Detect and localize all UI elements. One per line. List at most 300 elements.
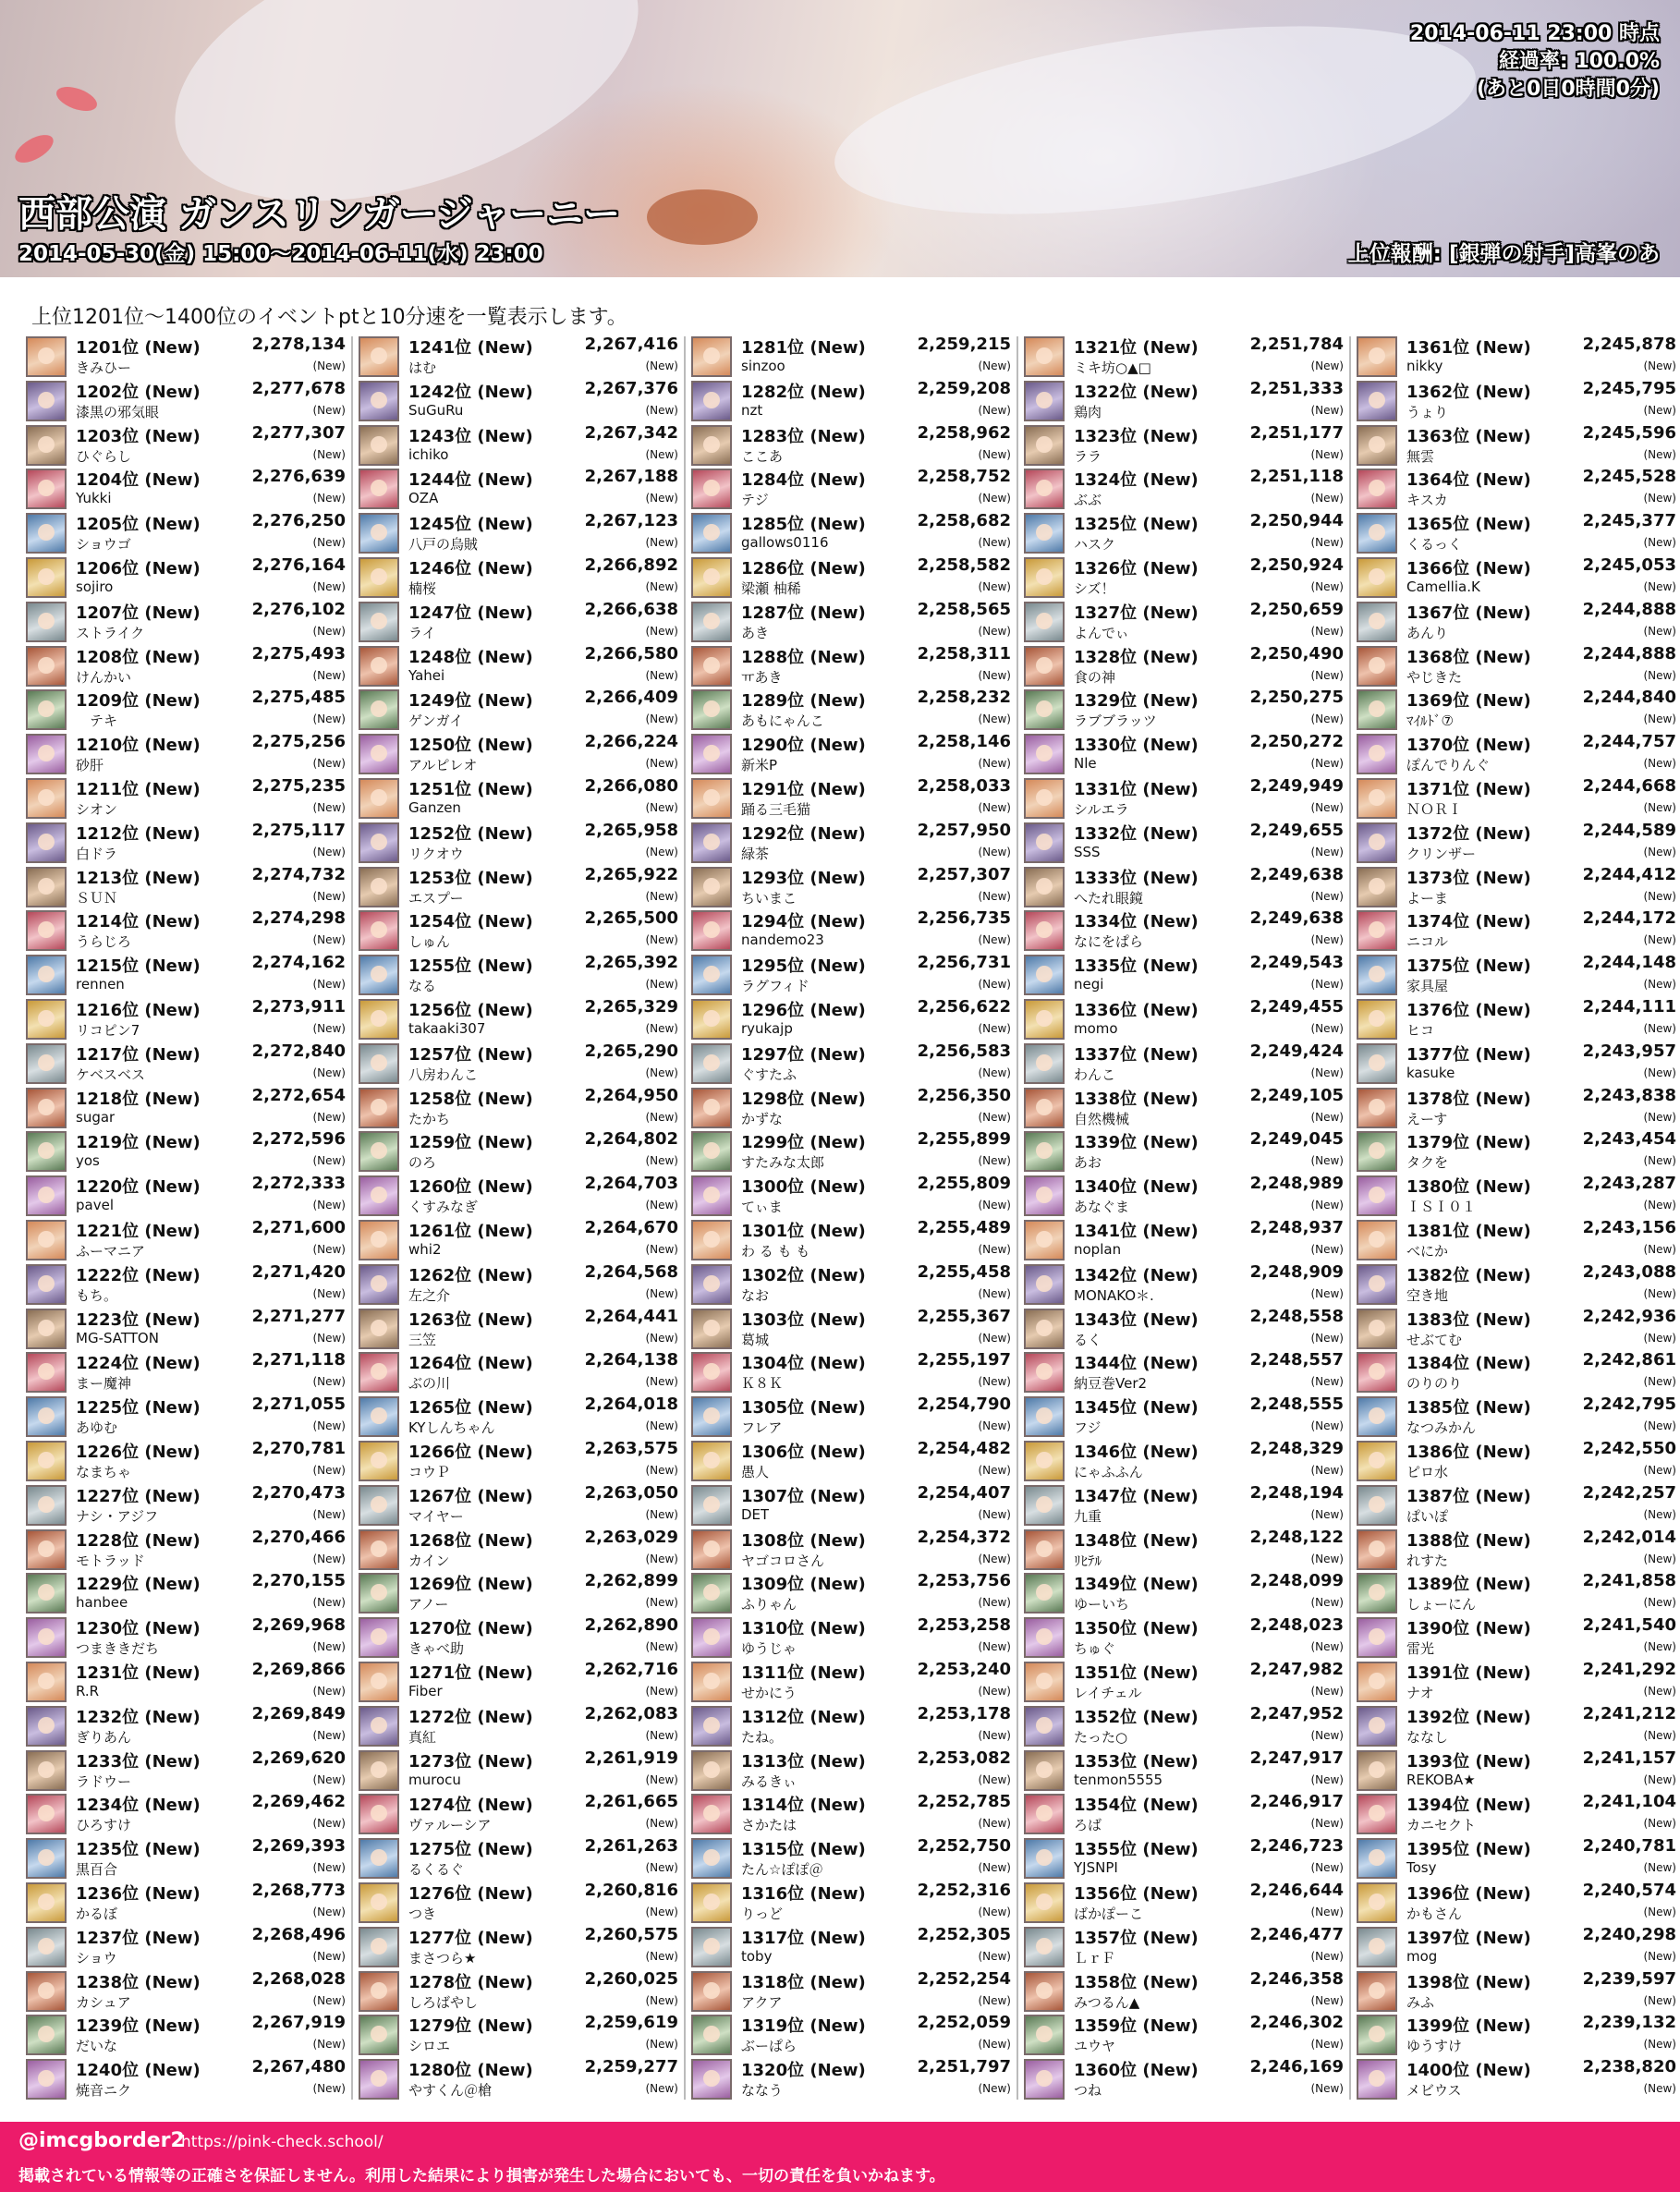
- ranking-row: [1024, 1615, 1344, 1660]
- rank-label: 1366位 (New): [1406, 559, 1531, 578]
- idol-avatar: [1024, 999, 1065, 1040]
- rank-label: 1203位 (New): [76, 426, 201, 446]
- producer-name: もち。: [76, 1286, 118, 1304]
- idol-avatar: [1024, 1352, 1065, 1393]
- speed-label: (New): [312, 1507, 346, 1521]
- producer-name: 愚人: [741, 1464, 770, 1480]
- speed-label: (New): [1310, 580, 1344, 593]
- producer-name: よんでぃ: [1074, 624, 1129, 641]
- rank-label: 1343位 (New): [1074, 1309, 1199, 1330]
- ranking-row: [1357, 1925, 1676, 1969]
- rank-label: 1255位 (New): [408, 956, 533, 977]
- speed-label: (New): [1643, 1993, 1676, 2007]
- rank-label: 1351位 (New): [1074, 1663, 1199, 1683]
- producer-name: かるぼ: [76, 1906, 118, 1922]
- rank-label: 1396位 (New): [1406, 1884, 1531, 1904]
- idol-avatar: [1024, 1927, 1065, 1967]
- rank-label: 1218位 (New): [76, 1089, 201, 1109]
- event-points: 2,259,208: [917, 378, 1011, 398]
- idol-avatar: [691, 1927, 732, 1967]
- idol-avatar: [691, 513, 732, 554]
- idol-avatar: [1357, 1617, 1397, 1658]
- rank-label: 1388位 (New): [1406, 1530, 1531, 1551]
- producer-name: やじきた: [1406, 668, 1463, 686]
- rank-label: 1319位 (New): [741, 2016, 866, 2037]
- producer-name: コウＰ: [408, 1464, 451, 1480]
- speed-label: (New): [1643, 757, 1676, 771]
- rank-label: 1245位 (New): [408, 515, 533, 535]
- ranking-row: [691, 865, 1011, 909]
- event-points: 2,248,194: [1249, 1482, 1344, 1503]
- producer-name: つき: [408, 1906, 437, 1922]
- idol-avatar: [691, 867, 732, 907]
- idol-avatar: [1357, 1309, 1397, 1349]
- rank-label: 1365位 (New): [1406, 515, 1531, 535]
- producer-name: アクア: [741, 1993, 783, 2011]
- ranking-row: [691, 1925, 1011, 1969]
- rank-label: 1208位 (New): [76, 647, 201, 667]
- idol-avatar: [691, 1396, 732, 1437]
- ranking-row: [1024, 1041, 1344, 1086]
- event-points: 2,250,924: [1249, 555, 1344, 575]
- rank-label: 1309位 (New): [741, 1575, 866, 1595]
- speed-label: (New): [1310, 536, 1344, 550]
- producer-name: モトラッド: [76, 1552, 145, 1569]
- event-points: 2,256,350: [917, 1085, 1011, 1105]
- rank-label: 1302位 (New): [741, 1265, 866, 1285]
- rank-label: 1392位 (New): [1406, 1707, 1531, 1727]
- rank-label: 1287位 (New): [741, 603, 866, 623]
- idol-avatar: [26, 557, 67, 598]
- idol-avatar: [26, 1220, 67, 1260]
- speed-label: (New): [978, 1243, 1011, 1256]
- producer-name: OZA: [408, 490, 439, 507]
- speed-label: (New): [312, 1861, 346, 1875]
- idol-avatar: [691, 1175, 732, 1216]
- ranking-row: [26, 1969, 346, 2014]
- producer-name: アノー: [408, 1596, 449, 1614]
- ranking-row: [359, 2013, 678, 2057]
- ranking-row: [359, 1041, 678, 1086]
- ranking-row: [1024, 511, 1344, 555]
- producer-name: ラグフィド: [741, 978, 810, 995]
- rank-label: 1284位 (New): [741, 470, 866, 491]
- idol-avatar: [691, 336, 732, 377]
- event-points: 2,240,574: [1582, 1881, 1676, 1900]
- event-points: 2,255,809: [917, 1174, 1011, 1194]
- rank-label: 1279位 (New): [408, 2016, 533, 2037]
- idol-avatar: [1024, 1750, 1065, 1791]
- ranking-row: [1024, 1394, 1344, 1439]
- rank-label: 1299位 (New): [741, 1133, 866, 1153]
- producer-name: 左之介: [408, 1286, 451, 1304]
- event-points: 2,239,132: [1582, 2013, 1676, 2033]
- rank-label: 1395位 (New): [1406, 1840, 1531, 1860]
- idol-avatar: [359, 1662, 399, 1702]
- ranking-row: [1357, 1748, 1676, 1793]
- speed-label: (New): [1310, 1552, 1344, 1565]
- idol-avatar: [26, 1617, 67, 1658]
- event-points: 2,243,454: [1582, 1129, 1676, 1150]
- rank-label: 1349位 (New): [1074, 1575, 1199, 1595]
- producer-name: whi2: [408, 1241, 442, 1258]
- producer-name: くるっく: [1406, 536, 1463, 554]
- ranking-row: [26, 511, 346, 555]
- event-points: 2,268,773: [251, 1881, 346, 1900]
- rank-label: 1280位 (New): [408, 2061, 533, 2081]
- rank-label: 1394位 (New): [1406, 1796, 1531, 1816]
- rank-label: 1257位 (New): [408, 1044, 533, 1065]
- twitter-handle-link[interactable]: @imcgborder2: [18, 2129, 185, 2152]
- ranking-row: [359, 1615, 678, 1660]
- rank-label: 1216位 (New): [76, 1001, 201, 1020]
- speed-label: (New): [645, 1552, 678, 1565]
- ranking-row: [26, 1086, 346, 1130]
- event-points: 2,246,302: [1249, 2013, 1344, 2033]
- idol-avatar: [359, 822, 399, 863]
- ranking-row: [1357, 511, 1676, 555]
- rank-label: 1355位 (New): [1074, 1840, 1199, 1860]
- speed-label: (New): [1310, 801, 1344, 814]
- producer-name: アルピレオ: [408, 757, 478, 774]
- idol-avatar: [1357, 778, 1397, 819]
- producer-name: ㅠあき: [741, 668, 783, 686]
- event-points: 2,270,781: [251, 1439, 346, 1458]
- rank-label: 1289位 (New): [741, 691, 866, 712]
- ranking-column: [1024, 335, 1344, 2101]
- rank-label: 1240位 (New): [76, 2061, 201, 2081]
- idol-avatar: [359, 689, 399, 730]
- producer-name: レイチェル: [1074, 1685, 1142, 1701]
- rank-label: 1363位 (New): [1406, 426, 1531, 446]
- rank-label: 1223位 (New): [76, 1309, 201, 1330]
- producer-name: 無雲: [1406, 447, 1435, 465]
- event-points: 2,258,752: [917, 467, 1011, 487]
- producer-name: たね。: [741, 1728, 784, 1746]
- event-points: 2,256,622: [917, 997, 1011, 1017]
- speed-label: (New): [312, 1640, 346, 1654]
- producer-name: nzt: [741, 401, 763, 419]
- speed-label: (New): [645, 492, 678, 505]
- speed-label: (New): [978, 447, 1011, 461]
- idol-avatar: [359, 1617, 399, 1658]
- idol-avatar: [359, 1175, 399, 1216]
- producer-name: Fiber: [408, 1683, 443, 1699]
- ranking-row: [691, 953, 1011, 997]
- rank-label: 1323位 (New): [1074, 426, 1199, 446]
- speed-label: (New): [312, 403, 346, 417]
- ranking-row: [1357, 732, 1676, 776]
- speed-label: (New): [1643, 1596, 1676, 1610]
- ranking-row: [359, 511, 678, 555]
- speed-label: (New): [978, 1552, 1011, 1565]
- producer-name: yos: [76, 1152, 100, 1170]
- speed-label: (New): [645, 1199, 678, 1212]
- idol-avatar: [26, 1396, 67, 1437]
- producer-name: フジ: [1074, 1419, 1102, 1437]
- rank-label: 1270位 (New): [408, 1619, 533, 1639]
- ranking-row: [26, 1704, 346, 1748]
- event-points: 2,240,781: [1582, 1836, 1676, 1857]
- site-link[interactable]: https://pink-check.school/: [181, 2133, 383, 2151]
- idol-avatar: [359, 1573, 399, 1614]
- event-points: 2,267,919: [251, 2013, 346, 2033]
- event-points: 2,271,420: [251, 1261, 346, 1282]
- speed-label: (New): [978, 359, 1011, 372]
- speed-label: (New): [645, 1375, 678, 1389]
- speed-label: (New): [978, 712, 1011, 726]
- event-points: 2,249,045: [1249, 1129, 1344, 1150]
- speed-label: (New): [312, 1286, 346, 1300]
- idol-avatar: [1024, 867, 1065, 907]
- speed-label: (New): [645, 1507, 678, 1521]
- rank-label: 1235位 (New): [76, 1840, 201, 1860]
- idol-avatar: [691, 1485, 732, 1526]
- producer-name: ナオ: [1406, 1685, 1434, 1701]
- idol-avatar: [1357, 1352, 1397, 1393]
- ranking-row: [359, 1704, 678, 1748]
- ranking-row: [26, 1262, 346, 1307]
- idol-avatar: [1357, 1264, 1397, 1305]
- ranking-row: [691, 2013, 1011, 2057]
- idol-avatar: [26, 381, 67, 421]
- event-points: 2,248,989: [1249, 1174, 1344, 1194]
- event-points: 2,272,840: [251, 1041, 346, 1061]
- idol-avatar: [1357, 1396, 1397, 1437]
- rank-label: 1268位 (New): [408, 1530, 533, 1551]
- rank-label: 1271位 (New): [408, 1663, 533, 1683]
- speed-label: (New): [645, 1331, 678, 1345]
- idol-avatar: [691, 425, 732, 466]
- producer-name: 梁瀬 柚稀: [741, 580, 801, 597]
- rank-label: 1300位 (New): [741, 1177, 866, 1198]
- event-points: 2,239,597: [1582, 1968, 1676, 1989]
- speed-label: (New): [1310, 624, 1344, 638]
- event-points: 2,261,263: [584, 1836, 678, 1857]
- idol-avatar: [359, 469, 399, 509]
- producer-name: DET: [741, 1505, 770, 1523]
- idol-avatar: [691, 1309, 732, 1349]
- producer-name: クリンザー: [1406, 845, 1477, 862]
- event-points: 2,269,968: [251, 1615, 346, 1636]
- event-points: 2,254,482: [917, 1439, 1011, 1458]
- speed-label: (New): [312, 1464, 346, 1477]
- rank-label: 1274位 (New): [408, 1796, 533, 1816]
- idol-avatar: [1024, 2059, 1065, 2100]
- producer-name: ヒコ: [1406, 1022, 1435, 1039]
- idol-avatar: [691, 1706, 732, 1747]
- event-points: 2,254,372: [917, 1527, 1011, 1547]
- rank-label: 1382位 (New): [1406, 1265, 1531, 1285]
- event-points: 2,248,558: [1249, 1306, 1344, 1326]
- event-points: 2,265,329: [584, 997, 678, 1017]
- idol-avatar: [691, 1264, 732, 1305]
- rank-label: 1204位 (New): [76, 470, 201, 491]
- rank-label: 1247位 (New): [408, 603, 533, 623]
- producer-name: せぶてむ: [1406, 1331, 1463, 1348]
- idol-avatar: [691, 1882, 732, 1923]
- event-points: 2,248,557: [1249, 1350, 1344, 1370]
- rank-label: 1296位 (New): [741, 1001, 866, 1020]
- ranking-column: [691, 335, 1011, 2101]
- event-points: 2,267,376: [584, 378, 678, 398]
- rank-label: 1322位 (New): [1074, 382, 1199, 402]
- idol-avatar: [1357, 955, 1397, 995]
- event-points: 2,249,638: [1249, 864, 1344, 884]
- event-points: 2,249,638: [1249, 908, 1344, 929]
- speed-label: (New): [978, 1906, 1011, 1918]
- ranking-row: [691, 1483, 1011, 1528]
- ranking-row: [26, 908, 346, 953]
- ranking-row: [1357, 1704, 1676, 1748]
- producer-name: ななう: [741, 2082, 784, 2100]
- producer-name: ぐすたふ: [741, 1066, 797, 1083]
- producer-name: 踊る三毛猫: [741, 801, 811, 818]
- event-points: 2,265,290: [584, 1041, 678, 1061]
- ranking-row: [1357, 1129, 1676, 1174]
- rank-label: 1373位 (New): [1406, 868, 1531, 888]
- producer-name: きゃべ助: [408, 1640, 465, 1658]
- column-divider: [351, 336, 353, 2100]
- idol-avatar: [1024, 1131, 1065, 1172]
- speed-label: (New): [978, 1154, 1011, 1168]
- ranking-row: [691, 688, 1011, 732]
- event-points: 2,269,866: [251, 1660, 346, 1679]
- speed-label: (New): [1310, 2038, 1344, 2052]
- ranking-row: [359, 865, 678, 909]
- producer-name: れすた: [1406, 1552, 1449, 1569]
- producer-name: Nle: [1074, 755, 1097, 773]
- ranking-row: [691, 1218, 1011, 1262]
- producer-name: ニコル: [1406, 933, 1449, 951]
- ranking-row: [359, 1086, 678, 1130]
- idol-avatar: [26, 999, 67, 1040]
- producer-name: だいな: [76, 2038, 118, 2055]
- ranking-row: [1024, 908, 1344, 953]
- event-points: 2,274,732: [251, 864, 346, 884]
- rank-label: 1230位 (New): [76, 1619, 201, 1639]
- event-points: 2,244,840: [1582, 688, 1676, 708]
- rank-label: 1244位 (New): [408, 470, 533, 491]
- event-points: 2,265,922: [584, 864, 678, 884]
- event-points: 2,274,162: [251, 953, 346, 973]
- rank-label: 1393位 (New): [1406, 1751, 1531, 1772]
- ranking-row: [1024, 1836, 1344, 1881]
- rank-label: 1215位 (New): [76, 956, 201, 977]
- speed-label: (New): [645, 624, 678, 638]
- speed-label: (New): [1310, 1949, 1344, 1963]
- speed-label: (New): [645, 1906, 678, 1918]
- top-reward: 上位報酬: [銀弾の射手]高峯のあ: [1347, 242, 1660, 266]
- idol-avatar: [359, 1971, 399, 2012]
- speed-label: (New): [312, 1596, 346, 1610]
- producer-name: takaaki307: [408, 1020, 486, 1037]
- producer-name: sinzoo: [741, 358, 785, 374]
- speed-label: (New): [1310, 1772, 1344, 1786]
- rank-label: 1376位 (New): [1406, 1001, 1531, 1020]
- rank-label: 1237位 (New): [76, 1928, 201, 1948]
- ranking-row: [26, 335, 346, 379]
- producer-name: ゆうすけ: [1406, 2038, 1463, 2055]
- idol-avatar: [1357, 734, 1397, 774]
- producer-name: ケベスベス: [76, 1066, 146, 1083]
- ranking-row: [1357, 1881, 1676, 1925]
- producer-name: SSS: [1074, 843, 1101, 860]
- producer-name: わんこ: [1074, 1066, 1116, 1083]
- ranking-row: [26, 1792, 346, 1836]
- ranking-row: [359, 600, 678, 644]
- ranking-row: [1357, 1262, 1676, 1307]
- event-points: 2,264,138: [584, 1350, 678, 1370]
- idol-avatar: [1357, 1441, 1397, 1481]
- speed-label: (New): [312, 492, 346, 505]
- event-points: 2,248,937: [1249, 1218, 1344, 1237]
- ranking-row: [359, 1129, 678, 1174]
- producer-name: 家具屋: [1406, 978, 1449, 995]
- producer-name: かもさん: [1406, 1906, 1463, 1922]
- ranking-row: [26, 600, 346, 644]
- speed-label: (New): [1643, 1861, 1676, 1875]
- speed-label: (New): [978, 1817, 1011, 1831]
- event-points: 2,265,392: [584, 953, 678, 973]
- rank-label: 1354位 (New): [1074, 1796, 1199, 1816]
- rank-label: 1267位 (New): [408, 1486, 533, 1506]
- rank-label: 1391位 (New): [1406, 1663, 1531, 1683]
- producer-name: あき: [741, 624, 770, 641]
- event-points: 2,241,212: [1582, 1703, 1676, 1723]
- idol-avatar: [359, 1088, 399, 1128]
- rank-label: 1378位 (New): [1406, 1089, 1531, 1109]
- speed-label: (New): [312, 2038, 346, 2052]
- event-points: 2,251,333: [1249, 378, 1344, 398]
- producer-name: せかにう: [741, 1685, 797, 1701]
- rank-label: 1250位 (New): [408, 736, 533, 756]
- ranking-row: [1024, 1704, 1344, 1748]
- ranking-row: [359, 821, 678, 865]
- rank-label: 1379位 (New): [1406, 1133, 1531, 1153]
- ranking-row: [1357, 908, 1676, 953]
- producer-name: きみひー: [76, 359, 132, 376]
- rank-label: 1233位 (New): [76, 1751, 201, 1772]
- speed-label: (New): [978, 1419, 1011, 1433]
- speed-label: (New): [312, 1331, 346, 1345]
- event-points: 2,264,703: [584, 1174, 678, 1194]
- ranking-row: [26, 732, 346, 776]
- event-points: 2,274,298: [251, 908, 346, 929]
- rank-label: 1277位 (New): [408, 1928, 533, 1948]
- speed-label: (New): [978, 889, 1011, 903]
- speed-label: (New): [645, 1685, 678, 1698]
- event-points: 2,258,565: [917, 599, 1011, 619]
- ranking-row: [26, 688, 346, 732]
- ranking-row: [359, 1307, 678, 1351]
- idol-avatar: [359, 2059, 399, 2100]
- event-points: 2,244,111: [1582, 997, 1676, 1017]
- idol-avatar: [359, 1750, 399, 1791]
- speed-label: (New): [645, 1993, 678, 2007]
- producer-name: うょり: [1406, 403, 1449, 420]
- idol-avatar: [359, 1441, 399, 1481]
- speed-label: (New): [1643, 1331, 1676, 1345]
- event-points: 2,251,177: [1249, 422, 1344, 443]
- ranking-row: [359, 908, 678, 953]
- producer-name: REKOBA★: [1406, 1771, 1476, 1788]
- event-points: 2,258,146: [917, 732, 1011, 752]
- ranking-row: [26, 997, 346, 1041]
- event-points: 2,261,665: [584, 1792, 678, 1812]
- speed-label: (New): [978, 403, 1011, 417]
- ranking-row: [359, 1925, 678, 1969]
